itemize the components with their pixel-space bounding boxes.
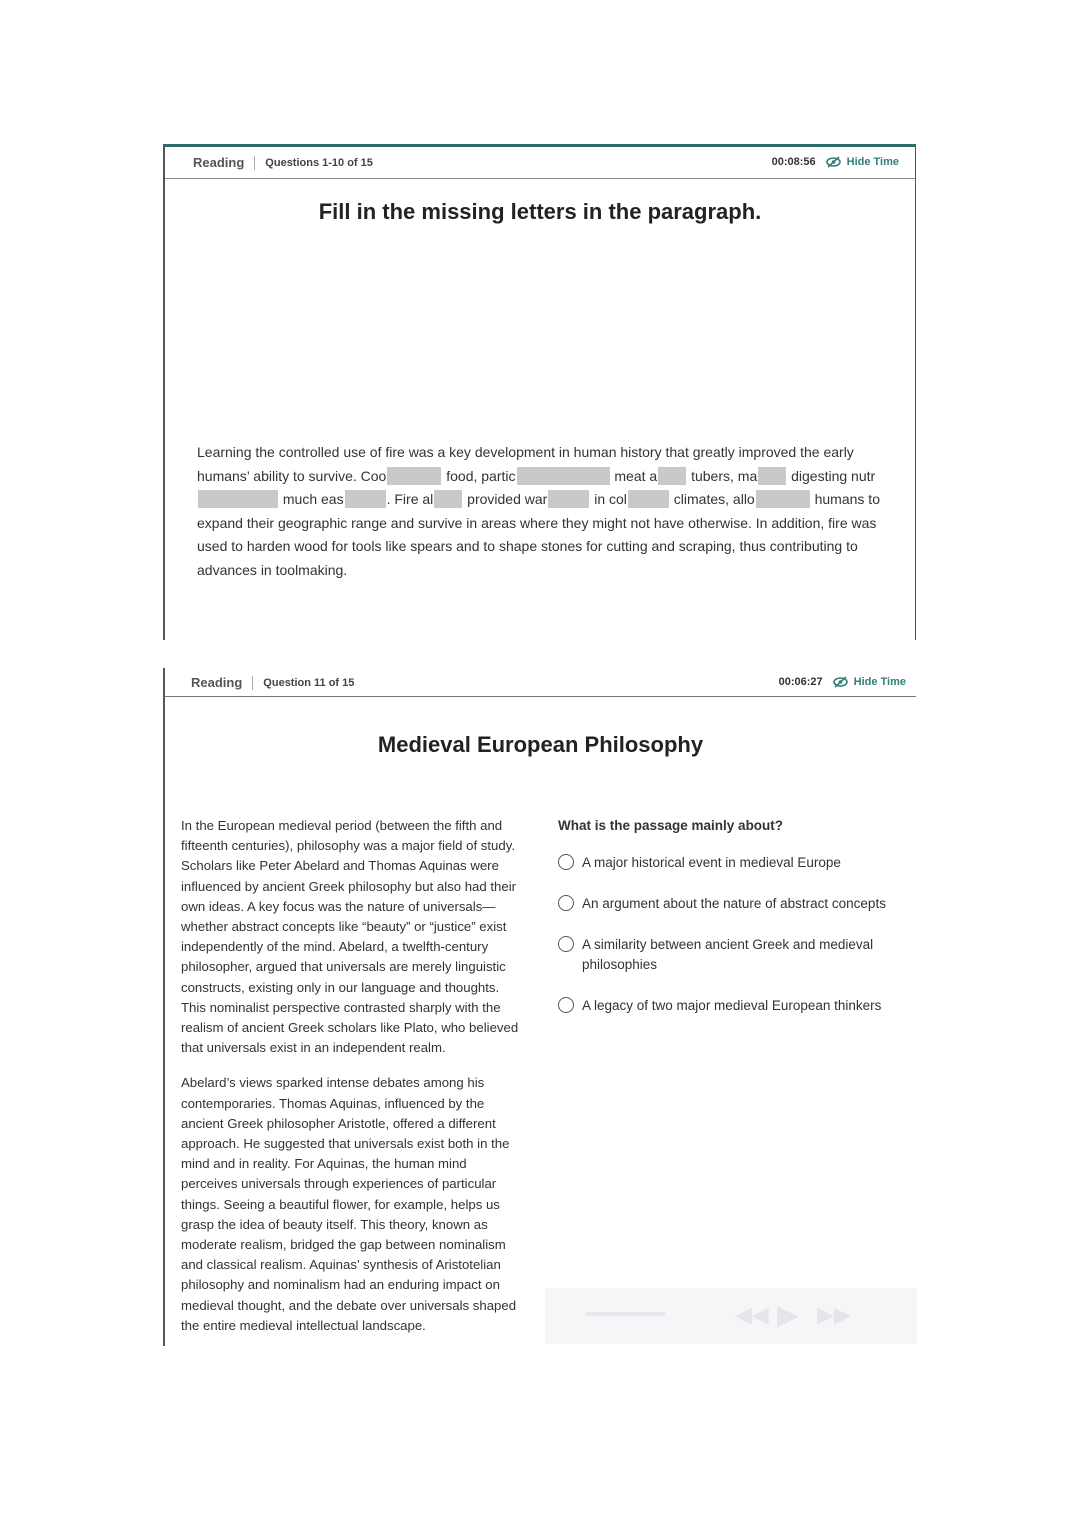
passage-paragraph: In the European medieval period (between the fifth and fifteenth centuries), philosophy was a major field of study. Scholars like Peter Abelard and Thomas Aquinas were influenced by ancient Greek philosophy but also had their own ideas. A key focus was the nature of universals—whether abstract concepts like “beauty” or “justice” exist independently of the mind. Abelard, a twelfth-century philosopher, argued that universals are merely linguistic constructs, existing only in our language and thoughts. This nominalist perspective contrasted sharply with the realism of ancient Greek scholars like Plato, who believed that universals exist in an independent realm. [181, 818, 519, 1056]
missing-letters-input[interactable] [434, 490, 462, 508]
paragraph-text: . Fire al [386, 491, 434, 507]
paragraph-text: tubers, ma [687, 467, 758, 484]
progress-bar [585, 1312, 665, 1316]
answer-option[interactable] [558, 853, 888, 873]
play-icon: ▶ [777, 1299, 799, 1330]
question-block [558, 818, 888, 1037]
passage-paragraph: Abelard’s views sparked intense debates among his contemporaries. Thomas Aquinas, influenced by the ancient Greek philosopher Aristotle, offered a different approach. He suggested that universals exist both in the mind and in reality. For Aquinas, the human mind perceives universals through experiences of particular things. Seeing a beautiful flower, for example, helps us grasp the idea of beauty itself. This theory, known as moderate realism, bridged the gap between nominalism and classical realism. Aquinas’ synthesis of Aristotelian philosophy and nominalism had an enduring impact on medieval thought, and the debate over universals shaped the entire medieval intellectual landscape. [181, 1075, 517, 1333]
option-label: An argument about the nature of abstract concepts [582, 896, 886, 911]
missing-letters-input[interactable] [517, 467, 610, 485]
paragraph-text: Learning the controlled use of fire was a key development in human history that greatly improved the early humans’ ability to survive. Coo [197, 444, 854, 484]
paragraph-text: much eas [279, 491, 344, 507]
eye-slash-icon [826, 156, 841, 168]
radio-button[interactable] [558, 895, 574, 911]
missing-letters-input[interactable] [756, 490, 810, 508]
rewind-icon: ◀◀ [735, 1302, 769, 1327]
question-counter: Question 11 of 15 [263, 676, 355, 689]
divider [252, 676, 253, 690]
hide-time-label: Hide Time [846, 156, 899, 168]
radio-button[interactable] [558, 997, 574, 1013]
paragraph-text: climates, allo [669, 491, 755, 507]
passage-title: Medieval European Philosophy [377, 732, 704, 757]
paragraph-text: in col [590, 491, 627, 507]
instructions-title: Fill in the missing letters in the paragraph. [318, 199, 762, 224]
question-counter: Questions 1-10 of 15 [265, 156, 373, 169]
forward-icon: ▶▶ [817, 1302, 851, 1327]
reading-question-panel [163, 668, 916, 1346]
answer-option[interactable] [558, 996, 888, 1016]
missing-letters-input[interactable] [658, 467, 686, 485]
eye-slash-icon [833, 676, 848, 688]
hide-time-label: Hide Time [853, 676, 906, 688]
paragraph-text: meat a [610, 467, 658, 484]
missing-letters-input[interactable] [198, 490, 278, 508]
answer-option[interactable] [558, 935, 888, 975]
hide-time-button[interactable] [826, 156, 899, 168]
paragraph-text: provided war [463, 491, 548, 507]
option-label: A similarity between ancient Greek and medieval philosophies [582, 937, 874, 972]
paragraph-text: digesting nutr [787, 467, 876, 484]
fill-in-paragraph [197, 441, 887, 582]
fill-in-question-panel [163, 144, 916, 640]
answer-option[interactable] [558, 894, 888, 914]
missing-letters-input[interactable] [628, 490, 669, 508]
paragraph-text: humans to expand their geographic range and survive in areas where they might not have otherwise. In addition, fire was used to harden wood for tools like spears and to shape stones for cutting and scraping, thus contributing to advances in toolmaking. [197, 491, 880, 578]
missing-letters-input[interactable] [387, 467, 441, 485]
missing-letters-input[interactable] [758, 467, 786, 485]
hide-time-button[interactable] [833, 676, 906, 688]
radio-button[interactable] [558, 936, 574, 952]
question-text: What is the passage mainly about? [558, 818, 784, 833]
reading-passage [181, 816, 521, 1351]
option-label: A major historical event in medieval Europe [582, 855, 841, 870]
timer: 00:08:56 [771, 156, 816, 168]
paragraph-text: food, partic [442, 467, 516, 484]
top-bar [165, 147, 915, 179]
radio-button[interactable] [558, 854, 574, 870]
missing-letters-input[interactable] [548, 490, 589, 508]
top-bar [165, 668, 916, 697]
missing-letters-input[interactable] [345, 490, 386, 508]
faded-media-player [545, 1288, 917, 1344]
divider [254, 156, 255, 170]
option-label: A legacy of two major medieval European thinkers [582, 998, 882, 1013]
timer: 00:06:27 [778, 676, 823, 688]
section-label: Reading [191, 675, 243, 690]
section-label: Reading [193, 155, 245, 170]
